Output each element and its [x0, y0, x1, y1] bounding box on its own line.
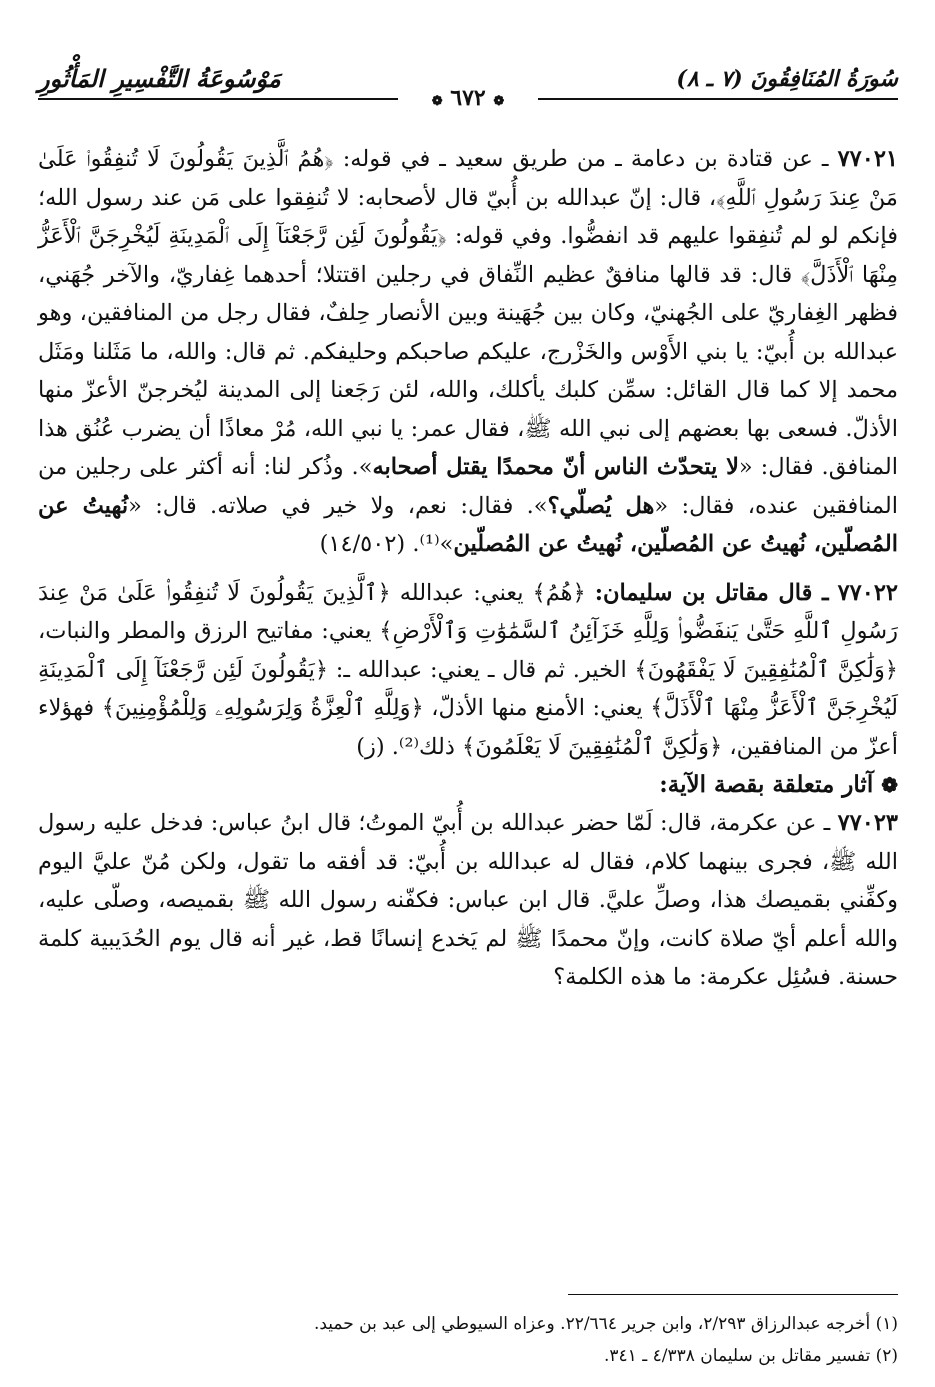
- paragraph-text: ـ عن عكرمة، قال: لَمّا حضر عبدالله بن أُبيّ الموتُ؛ قال ابنُ عباس: فدخل عليه رسول الله ﷺ، فجرى بينهما كلام، فقال له عبدالله بن أُبيّ: قد أفقه ما تقول، ولكن مُنّ عليَّ اليوم وكفِّني بقميصك هذا، وصلِّ عليَّ. قال ابن عباس: فكفّنه رسول الله ﷺ بقميصه، وصلّى عليه، والله أعلم أيّ صلاة كانت، وإنّ محمدًا ﷺ لم يَخدع إنسانًا قط، غير أنه قال يوم الحُدَيبية كلمة حسنة. فسُئِل عكرمة: ما هذه الكلمة؟: [38, 810, 898, 990]
- paragraph-77023: [38, 804, 898, 997]
- hadith-number: ٧٧٠٢١: [837, 146, 898, 172]
- footnote-1: (١) أخرجه عبدالرزاق ٢/٢٩٣، وابن جرير ٢٢/٦٦٤. وعزاه السيوطي إلى عبد بن حميد.: [313, 1314, 898, 1334]
- bold-quote: نُهيتُ عن المُصلّين، نُهيتُ عن المُصلّين، نُهيتُ عن المُصلّين: [38, 492, 898, 557]
- main-text: [38, 140, 898, 997]
- bold-quote: هل يُصلّي؟: [547, 492, 655, 519]
- hadith-number: ٧٧٠٢٢: [837, 579, 898, 606]
- spacer: [38, 564, 898, 574]
- paragraph-text: ﴿هُمُ﴾ يعني: عبدالله ﴿ٱلَّذِينَ يَقُولُونَ لَا تُنفِقُوا۟ عَلَىٰ مَنْ عِندَ رَسُولِ ٱللَّهِ حَتَّىٰ يَنفَضُّوا۟ وَلِلَّهِ خَزَآئِنُ ٱلسَّمَٰوَٰتِ وَٱلْأَرْضِ﴾ يعني: مفاتيح الرزق والمطر والنبات، ﴿وَلَٰكِنَّ ٱلْمُنَٰفِقِينَ لَا يَفْقَهُونَ﴾ الخير. ثم قال ـ يعني: عبدالله ـ: ﴿يَقُولُونَ لَئِن رَّجَعْنَآ إِلَى ٱلْمَدِينَةِ لَيُخْرِجَنَّ ٱلْأَعَزُّ مِنْهَا ٱلْأَذَلَّ﴾ يعني: الأمنع منها الأذلّ، ﴿وَلِلَّهِ ٱلْعِزَّةُ وَلِرَسُولِهِۦ وَلِلْمُؤْمِنِينَ﴾ فهؤلاء أعزّ من المنافقين، ﴿وَلَٰكِنَّ ٱلْمُنَٰفِقِينَ لَا يَعْلَمُونَ﴾ ذلك⁽²⁾. (ز): [38, 579, 898, 760]
- book-page: [38, 56, 898, 1376]
- page-number: ٦٧٢: [450, 85, 486, 111]
- surah-title: سُورَةُ المُنَافِقُونَ (٧ ـ ٨): [676, 66, 898, 92]
- ornament-icon: ❁: [493, 94, 505, 109]
- footnotes: [38, 1308, 898, 1372]
- flower-icon: ❁: [881, 773, 898, 797]
- page-header: [38, 56, 898, 111]
- footnote-rule: [568, 1294, 898, 1295]
- paragraph-text: ». فقال: نعم، ولا خير في صلاته. قال: «: [128, 492, 548, 519]
- paragraph-text: ». وذُكر لنا: أنه أكثر على رجلين من المنافقين عنده، فقال: «: [38, 454, 898, 519]
- speaker: ـ قال مقاتل بن سليمان:: [594, 579, 829, 606]
- hadith-number: ٧٧٠٢٣: [837, 810, 898, 836]
- section-heading: [38, 766, 898, 804]
- page-number-box: [398, 84, 538, 116]
- book-title: مَوْسُوعَةُ التَّفْسِيرِ المَأْثُورِ: [38, 64, 281, 93]
- ornament-icon: ❁: [431, 94, 443, 109]
- bold-quote: لا يتحدّث الناس أنّ محمدًا يقتل أصحابه: [372, 454, 739, 480]
- paragraph-77022: [38, 574, 898, 767]
- footnote-2: (٢) تفسير مقاتل بن سليمان ٤/٣٣٨ ـ ٣٤١.: [604, 1346, 898, 1366]
- section-heading-text: آثار متعلقة بقصة الآية:: [659, 771, 874, 798]
- paragraph-77021: [38, 140, 898, 564]
- paragraph-text: ـ عن قتادة بن دعامة ـ من طريق سعيد ـ في قوله: ﴿هُمُ ٱلَّذِينَ يَقُولُونَ لَا تُنفِقُوا۟ عَلَىٰ مَنْ عِندَ رَسُولِ ٱللَّهِ﴾، قال: إنّ عبدالله بن أُبيّ قال لأصحابه: لا تُنفِقوا على مَن عند رسول الله؛ فإنكم لو لم تُنفِقوا عليهم قد انفضُّوا. وفي قوله: ﴿يَقُولُونَ لَئِن رَّجَعْنَآ إِلَى ٱلْمَدِينَةِ لَيُخْرِجَنَّ ٱلْأَعَزُّ مِنْهَا ٱلْأَذَلَّ﴾ قال: قد قالها منافقٌ عظيم النِّفاق في رجلين اقتتلا؛ أحدهما غِفاريّ، والآخر جُهَني، فظهر الغِفاريّ على الجُهنيّ، وكان بين جُهَينة وبين الأنصار حِلفٌ، فقال رجل من المنافقين، وهو عبدالله بن أُبيّ: يا بني الأَوْس والخَزْرج، عليكم صاحبكم وحليفكم. ثم قال: والله، ما مَثَلنا ومَثَل محمد إلا كما قال القائل: سمِّن كلبك يأكلك، والله، لئن رَجَعنا إلى المدينة ليُخرجنّ الأعزّ منها الأذلّ. فسعى بها بعضهم إلى نبي الله ﷺ، فقال عمر: يا نبي الله، مُرْ معاذًا أن يضرب عُنُق هذا المنافق. فقال: «: [38, 146, 898, 480]
- paragraph-text: »⁽¹⁾. (١٤/٥٠٢): [319, 531, 454, 557]
